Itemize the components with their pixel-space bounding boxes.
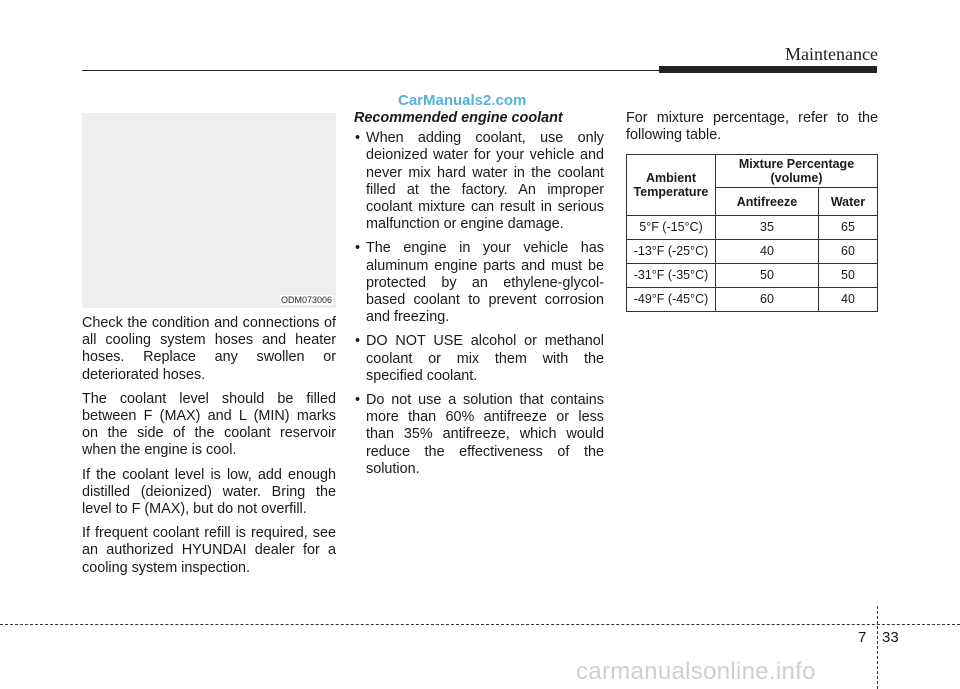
- cell-water: 50: [818, 264, 877, 288]
- cell-antifreeze: 50: [716, 264, 819, 288]
- bullet-item: • When adding coolant, use only deionized water for your vehicle and never mix hard water in the coolant filled at the factory. An improper coolant mixture can result in serious malfunction or engine damage.: [354, 130, 604, 233]
- cell-temperature: -13°F (-25°C): [627, 240, 716, 264]
- chapter-number: 7: [858, 629, 867, 646]
- left-column: [82, 315, 336, 584]
- cell-water: 60: [818, 240, 877, 264]
- cell-antifreeze: 35: [716, 216, 819, 240]
- bullet-list: [354, 130, 604, 478]
- paragraph-low-level: If the coolant level is low, add enough distilled (deionized) water. Bring the level to F (MAX), but do not overfill.: [82, 466, 336, 518]
- cell-temperature: -31°F (-35°C): [627, 264, 716, 288]
- middle-column: [354, 110, 604, 485]
- paragraph-level: The coolant level should be filled between F (MAX) and L (MIN) marks on the side of the coolant reservoir when the engine is cool.: [82, 390, 336, 459]
- header-rule: [82, 70, 662, 71]
- cell-temperature: -49°F (-45°C): [627, 288, 716, 312]
- cell-antifreeze: 40: [716, 240, 819, 264]
- section-title: Recommended engine coolant: [354, 110, 563, 126]
- table-row: [627, 264, 878, 288]
- bullet-item: • DO NOT USE alcohol or methanol coolant or mix them with the specified coolant.: [354, 333, 604, 385]
- bullet-item: • The engine in your vehicle has aluminum engine parts and must be protected by an ethylene-glycol-based coolant to prevent corrosion and freezing.: [354, 240, 604, 326]
- footer-rule: [0, 624, 960, 625]
- header-antifreeze: Antifreeze: [716, 188, 819, 216]
- watermark-top[interactable]: CarManuals2.com: [398, 92, 527, 109]
- header-ambient: Ambient Temperature: [627, 155, 716, 216]
- header-mixture: Mixture Percentage (volume): [716, 155, 878, 188]
- header-title: Maintenance: [785, 44, 878, 64]
- right-column: [626, 110, 878, 312]
- figure-image: [82, 113, 336, 308]
- cell-water: 65: [818, 216, 877, 240]
- watermark-bottom[interactable]: carmanualsonline.info: [576, 658, 816, 685]
- cell-water: 40: [818, 288, 877, 312]
- table-intro: For mixture percentage, refer to the following table.: [626, 110, 878, 144]
- header-water: Water: [818, 188, 877, 216]
- footer-divider: [877, 606, 878, 689]
- page-number: 33: [882, 629, 899, 646]
- mixture-table: [626, 154, 878, 312]
- paragraph-hoses: Check the condition and connections of all cooling system hoses and heater hoses. Replace any swollen or deteriorated hoses.: [82, 315, 336, 383]
- figure-code: ODM073006: [280, 295, 332, 305]
- cell-temperature: 5°F (-15°C): [627, 216, 716, 240]
- bullet-item: • Do not use a solution that contains more than 60% antifreeze or less than 35% antifreeze, which would reduce the effectiveness of the solution.: [354, 392, 604, 478]
- header-rule-accent: [659, 66, 877, 73]
- table-row: [627, 288, 878, 312]
- cell-antifreeze: 60: [716, 288, 819, 312]
- paragraph-refill: If frequent coolant refill is required, see an authorized HYUNDAI dealer for a cooling system inspection.: [82, 525, 336, 576]
- table-row: [627, 216, 878, 240]
- table-row: [627, 240, 878, 264]
